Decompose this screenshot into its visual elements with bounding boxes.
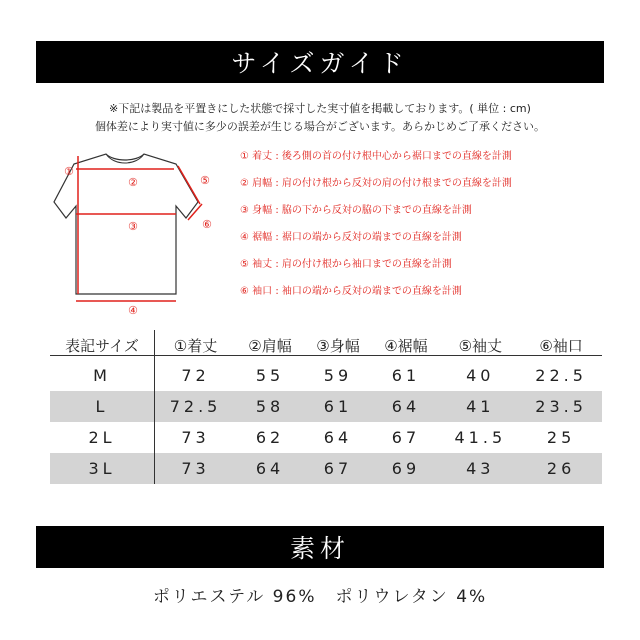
table-cell: 64	[372, 391, 440, 422]
tshirt-diagram	[48, 142, 228, 318]
table-row	[50, 360, 602, 391]
material-text: ポリエステル 96% ポリウレタン 4%	[152, 587, 488, 607]
table-cell: 73	[155, 453, 237, 484]
legend-item: ⑥ 袖口 : 袖口の端から反対の端までの直線を計測	[240, 286, 462, 297]
label-1: ①	[64, 165, 74, 178]
size-guide-banner	[36, 41, 604, 83]
size-cell: 2L	[50, 422, 155, 453]
table-cell: 72	[181, 366, 210, 385]
material-title: 素材	[289, 534, 350, 563]
table-cell: 67	[304, 453, 372, 484]
table-cell: 61	[391, 366, 421, 385]
label-4: ④	[128, 304, 138, 317]
note-line-2: 個体差により実寸値に多少の誤差が生じる場合がございます。あらかじめご了承ください。	[94, 120, 546, 133]
table-cell: 25	[546, 428, 576, 447]
tshirt-outline	[54, 154, 198, 294]
material-banner	[36, 526, 604, 568]
header-sleeve: ⑤袖丈	[458, 336, 503, 355]
table-row	[50, 391, 602, 422]
table-cell: 26	[521, 453, 602, 484]
table-cell: 67	[391, 428, 421, 447]
size-table	[50, 330, 602, 484]
legend-item: ④ 裾幅 : 裾口の端から反対の端までの直線を計測	[240, 232, 462, 243]
header-hem: ④裾幅	[384, 336, 428, 355]
table-cell: 22.5	[535, 366, 587, 385]
table-cell: 64	[236, 453, 304, 484]
label-2: ②	[128, 176, 138, 189]
label-3: ③	[128, 220, 138, 233]
label-6: ⑥	[202, 218, 212, 231]
table-cell: 43	[440, 453, 521, 484]
legend-item: ② 肩幅 : 肩の付け根から反対の肩の付け根までの直線を計測	[240, 178, 512, 189]
label-5: ⑤	[200, 174, 210, 187]
table-cell: 59	[323, 366, 353, 385]
note-line-1: ※下記は製品を平置きにした状態で採寸した実寸値を掲載しております。( 単位 : cm)	[109, 102, 531, 115]
size-cell: 3L	[50, 453, 155, 484]
header-chest: ③身幅	[316, 336, 360, 355]
legend-item: ① 着丈 : 後ろ側の首の付け根中心から裾口までの直線を計測	[240, 151, 512, 162]
table-cell: 41.5	[454, 428, 507, 447]
header-cuff: ⑥袖口	[539, 336, 583, 355]
table-cell: 69	[372, 453, 440, 484]
table-row	[50, 422, 602, 453]
size-cell: L	[50, 391, 155, 422]
table-cell: 58	[236, 391, 304, 422]
size-cell: M	[50, 360, 155, 391]
header-length: ①着丈	[173, 336, 218, 355]
table-cell: 62	[255, 428, 285, 447]
legend-item: ⑤ 袖丈 : 肩の付け根から袖口までの直線を計測	[240, 259, 452, 270]
header-shoulder: ②肩幅	[248, 336, 292, 355]
legend-item: ③ 身幅 : 脇の下から反対の脇の下までの直線を計測	[240, 205, 472, 216]
table-cell: 55	[255, 366, 285, 385]
header-size: 表記サイズ	[50, 330, 155, 360]
table-cell: 73	[181, 428, 210, 447]
table-cell: 72.5	[155, 391, 237, 422]
table-cell: 41	[440, 391, 521, 422]
table-header-divider	[50, 355, 602, 356]
table-cell: 61	[304, 391, 372, 422]
size-guide-title: サイズガイド	[231, 49, 409, 78]
table-cell: 23.5	[521, 391, 602, 422]
table-cell: 40	[466, 366, 495, 385]
table-cell: 64	[323, 428, 353, 447]
table-row	[50, 453, 602, 484]
measurement-legend	[240, 150, 512, 312]
